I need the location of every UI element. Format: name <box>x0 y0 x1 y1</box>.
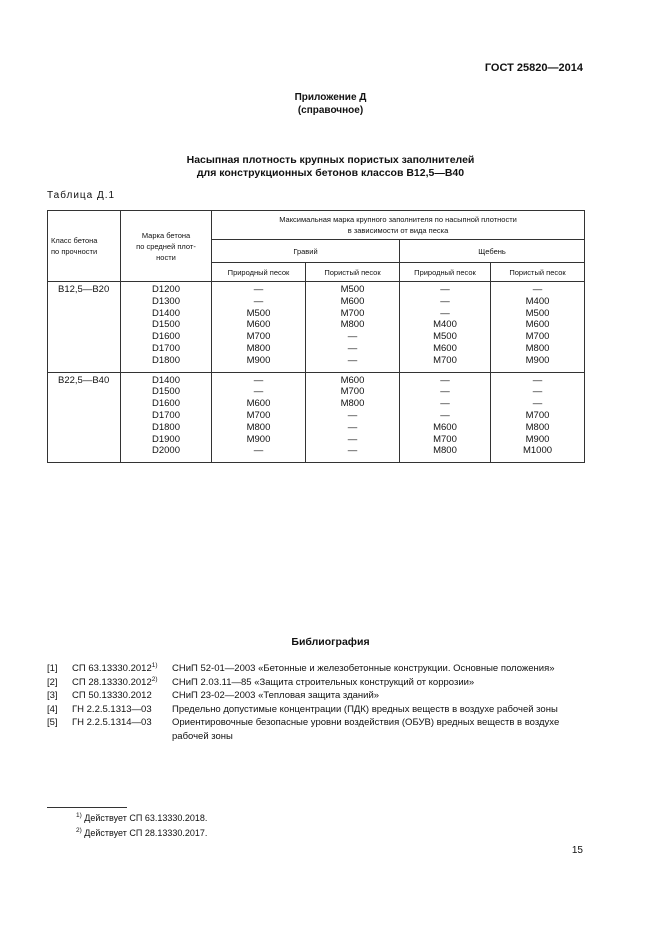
strength-class-cell: В12,5—В20 <box>48 282 121 373</box>
doc-title-line1: Насыпная плотность крупных пористых заполнителей <box>186 154 475 166</box>
bib-number: [1] <box>47 663 58 674</box>
header-gravel-porous-sand: Пористый песок <box>306 263 400 282</box>
strength-class-cell: В22,5—В40 <box>48 372 121 463</box>
crushed-porous-cell: — — — М700 М800 М900 М1000 <box>491 372 585 463</box>
standard-number: ГОСТ 25820—2014 <box>484 62 583 74</box>
bibliography-list <box>47 662 587 744</box>
table-label: Таблица Д.1 <box>47 190 116 201</box>
header-strength-class: Класс бетона по прочности <box>48 211 121 282</box>
appendix-subtitle: (справочное) <box>297 105 364 116</box>
grades-cell: D1200 D1300 D1400 D1500 D1600 D1700 D1800 <box>121 282 212 373</box>
table-row <box>48 372 585 463</box>
footnote-divider <box>47 807 127 808</box>
gravel-natural-cell: — — М600 М700 М800 М900 — <box>212 372 306 463</box>
header-gravel-natural-sand: Природный песок <box>212 263 306 282</box>
header-crushed-natural-sand: Природный песок <box>400 263 491 282</box>
table-row <box>48 282 585 373</box>
header-max-grade: Максимальная марка крупного заполнителя по насыпной плотности в зависимости от вида песка <box>212 211 585 240</box>
bib-number: [5] <box>47 717 58 729</box>
footnote-2: $^{2)}$ Действует СП 28.13330.2017. <box>76 827 208 838</box>
bib-document: ГН 2.2.5.1313—03 <box>72 703 152 715</box>
crushed-natural-cell: — — — М400 М500 М600 М700 <box>400 282 491 373</box>
bib-document: ГН 2.2.5.1314—03 <box>72 717 152 729</box>
crushed-natural-cell: — — — — М600 М700 М800 <box>400 372 491 463</box>
bib-document: СП 28.13330.2012$^{2)}$ <box>72 675 158 688</box>
header-density-grade: Марка бетона по средней плот- ности <box>121 211 212 282</box>
gravel-natural-cell: — — М500 М600 М700 М800 М900 <box>212 282 306 373</box>
bib-text: СНиП 2.03.11—85 «Защита строительных конструкций от коррозии» <box>172 676 475 688</box>
doc-title-line2: для конструкционных бетонов классов В12,5—В40 <box>196 167 465 179</box>
gravel-porous-cell: М600 М700 М800 — — — — <box>306 372 400 463</box>
density-table <box>47 210 585 463</box>
bibliography-item <box>47 703 587 717</box>
bibliography-title: Библиография <box>291 636 370 648</box>
bibliography-item <box>47 716 587 743</box>
bib-text: СНиП 23-02—2003 «Тепловая защита зданий» <box>172 690 380 702</box>
bib-text: СНиП 52-01—2003 «Бетонные и железобетонные конструкции. Основные положения» <box>172 663 555 674</box>
bibliography-item <box>47 689 587 703</box>
bib-text: Предельно допустимые концентрации (ПДК) вредных веществ в воздухе рабочей зоны <box>172 703 558 715</box>
header-crushed: Щебень <box>400 240 585 263</box>
header-crushed-porous-sand: Пористый песок <box>491 263 585 282</box>
footnote-1: $^{1)}$ Действует СП 63.13330.2018. <box>76 812 208 823</box>
bib-text: Ориентировочные безопасные уровни воздействия (ОБУВ) вредных веществ в воздухе рабочей зоны <box>172 717 560 742</box>
bib-number: [2] <box>47 676 58 688</box>
bib-number: [3] <box>47 690 58 702</box>
appendix-title: Приложение Д <box>294 92 367 103</box>
bib-document: СП 63.13330.2012$^{1)}$ <box>72 661 158 674</box>
grades-cell: D1400 D1500 D1600 D1700 D1800 D1900 D2000 <box>121 372 212 463</box>
header-gravel: Гравий <box>212 240 400 263</box>
bibliography-item <box>47 662 587 676</box>
crushed-porous-cell: — М400 М500 М600 М700 М800 М900 <box>491 282 585 373</box>
bib-number: [4] <box>47 703 58 715</box>
bib-document: СП 50.13330.2012 <box>72 690 152 702</box>
gravel-porous-cell: М500 М600 М700 М800 — — — <box>306 282 400 373</box>
bibliography-item <box>47 676 587 690</box>
page-number: 15 <box>571 845 583 856</box>
